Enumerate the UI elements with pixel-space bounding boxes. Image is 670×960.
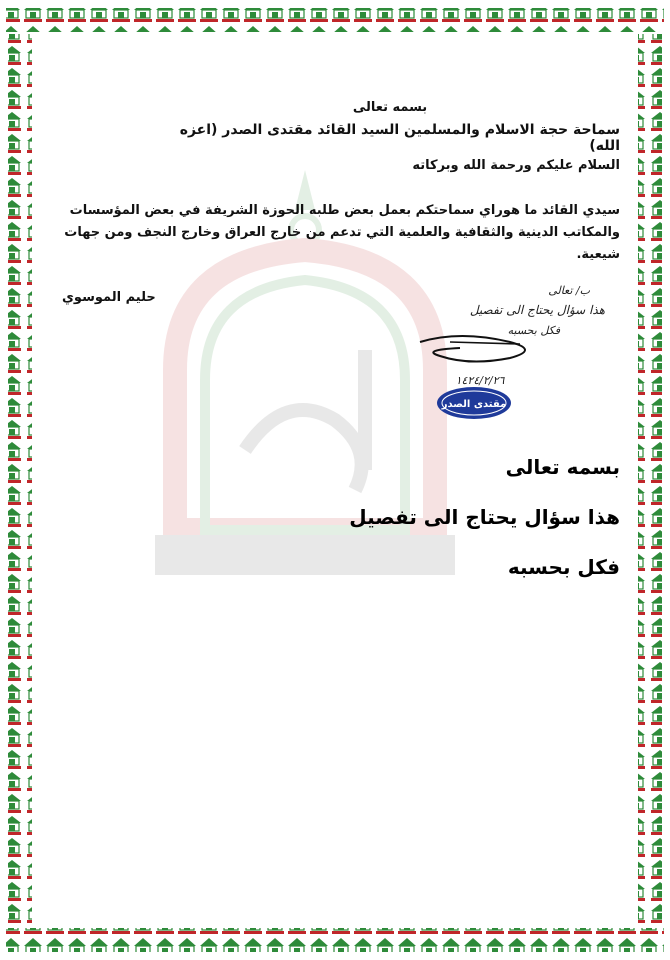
letter-page xyxy=(40,40,630,920)
handwritten-line-2: هذا سؤال يحتاج الى تفصيل xyxy=(469,303,605,317)
stamp-text: مقتدى الصدر xyxy=(441,399,507,410)
letter-basmala: بسمه تعالى xyxy=(352,100,428,115)
letter-greeting: السلام عليكم ورحمة الله وبركاته xyxy=(412,158,620,173)
answer-basmala: بسمه تعالى xyxy=(505,455,620,479)
letter-sender: حليم الموسوي xyxy=(62,290,156,305)
answer-line-3: فكل بحسبه xyxy=(507,555,620,579)
letter-body: سيدي القائد ما هوراي سماحتكم بعمل بعض طلبه الحوزة الشريفة في بعض المؤسسات والمكاتب الدينية والثقافية والعلمية التي تدعم من خارج العراق وخارج النجف ومن جهات شيعية. xyxy=(64,203,620,262)
letter-address: سماحة حجة الاسلام والمسلمين السيد القائد مقتدى الصدر (اعزه الله) xyxy=(179,122,620,154)
handwritten-line-3: فكل بحسبه xyxy=(507,324,560,337)
handwritten-line-1: ب/ تعالى xyxy=(548,284,590,297)
official-stamp xyxy=(435,385,513,421)
handwritten-date: ١٤٢٤/٢/٢٦ xyxy=(455,374,505,387)
answer-line-2: هذا سؤال يحتاج الى تفصيل xyxy=(349,505,620,529)
